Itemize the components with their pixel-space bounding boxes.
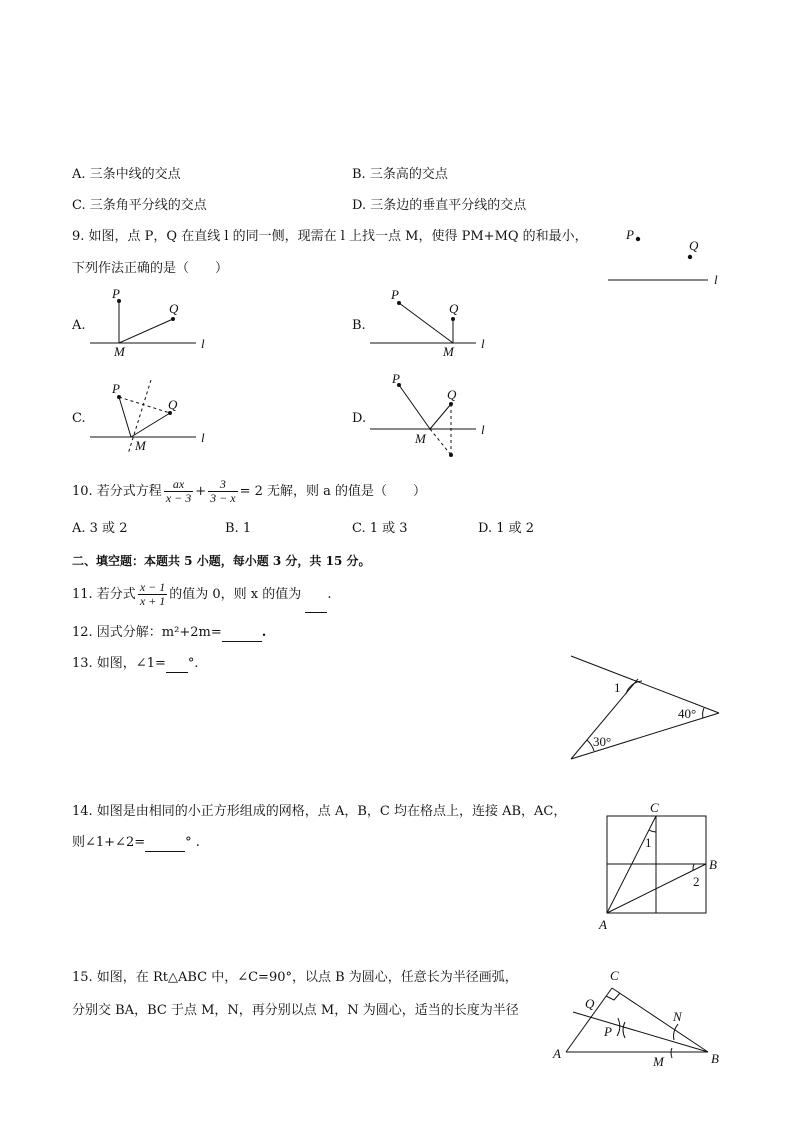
q15-stem-line2: 分别交 BA，BC 于点 M，N，再分别以点 M，N 为圆心，适当的长度为半径: [72, 1003, 519, 1018]
q13-angle-40-label: 40°: [678, 706, 697, 721]
section-2-heading: 二、填空题：本题共 5 小题，每小题 3 分，共 15 分。: [72, 554, 371, 568]
q9b-label-p: P: [391, 287, 399, 302]
q11-suffix: 的值为 0，则 x 的值为: [169, 587, 302, 602]
q10-stem: [72, 475, 426, 509]
q10-option-a: A. 3 或 2: [72, 521, 128, 536]
q9-stem-line2: 下列作法正确的是（ ）: [72, 261, 229, 276]
q14-answer-blank: [145, 835, 185, 852]
q9a-label-p: P: [112, 286, 120, 301]
q8-option-b: B. 三条高的交点: [352, 167, 448, 182]
q8-option-a: A. 三条中线的交点: [72, 167, 181, 182]
q15-label-q: Q: [585, 996, 595, 1011]
q9b-label-l: l: [481, 336, 485, 351]
q13-triangle-figure: [566, 652, 726, 764]
q9-ref-label-q: Q: [689, 238, 699, 253]
q11-stem: [72, 578, 332, 613]
q11-frac-num: x − 1: [139, 580, 166, 594]
q10-option-d: D. 1 或 2: [478, 521, 535, 536]
q12-answer-blank: [222, 625, 262, 642]
q9-option-b-label: B.: [352, 318, 366, 333]
q15-stem-line1: 15. 如图，在 Rt△ABC 中，∠C=90°，以点 B 为圆心，任意长为半径画弧，: [72, 970, 518, 985]
q9-ref-label-l: l: [714, 272, 718, 287]
q9c-label-m: M: [135, 438, 146, 453]
q13-end: °.: [187, 656, 199, 671]
q9b-label-q: Q: [449, 301, 459, 316]
q10-frac1-num: ax: [164, 478, 193, 492]
q9-ref-label-p: P: [626, 227, 634, 242]
q9c-label-l: l: [201, 430, 205, 445]
q9c-label-q: Q: [168, 397, 178, 412]
q14-angle-1-label: 1: [645, 835, 652, 850]
q9-option-a-label: A.: [72, 318, 86, 333]
q15-label-m: M: [653, 1054, 664, 1069]
q13-stem: [72, 656, 199, 673]
q9-figure-a: [88, 286, 218, 361]
q9-option-d-label: D.: [352, 411, 367, 426]
q9b-label-m: M: [443, 344, 454, 359]
q8-option-c: C. 三条角平分线的交点: [72, 198, 207, 213]
q10-plus: +: [195, 484, 207, 499]
q15-label-c: C: [610, 968, 619, 983]
q11-fraction: [138, 581, 167, 608]
q13-answer-blank: [166, 656, 188, 673]
q10-frac2-num: 3: [208, 478, 237, 492]
q10-fraction-2: [208, 478, 237, 505]
q13-text: 13. 如图，∠1=: [72, 656, 166, 671]
q13-angle-30-label: 30°: [593, 734, 612, 749]
q15-label-a: A: [553, 1046, 561, 1061]
q9-figure-c: [88, 376, 218, 456]
q9-stem-line1: 9. 如图，点 P，Q 在直线 l 的同一侧，现需在 l 上找一点 M，使得 PM+MQ 的和最小，: [72, 229, 588, 244]
q11-frac-den: x + 1: [139, 594, 166, 608]
q11-prefix: 11. 若分式: [72, 587, 136, 602]
q10-fraction-1: [164, 478, 193, 505]
q8-option-d: D. 三条边的垂直平分线的交点: [352, 198, 527, 213]
q14-angle-2-label: 2: [693, 874, 700, 889]
q9-option-c-label: C.: [72, 411, 86, 426]
q9a-label-m: M: [114, 344, 125, 359]
q10-option-c: C. 1 或 3: [352, 521, 408, 536]
q9c-label-p: P: [112, 381, 120, 396]
q15-label-p: P: [604, 1024, 612, 1039]
q12-text: 12. 因式分解：m²+2m=: [72, 625, 222, 640]
q9d-label-m: M: [415, 431, 426, 446]
q9a-label-q: Q: [169, 301, 179, 316]
q14-grid-figure: [596, 798, 726, 933]
q9d-label-q: Q: [447, 387, 457, 402]
q15-triangle-figure: [548, 966, 728, 1071]
q14-label-b: B: [709, 857, 717, 872]
q14-stem-line2: [72, 835, 200, 852]
q10-prefix: 10. 若分式方程: [72, 484, 162, 499]
q10-suffix: = 2 无解，则 a 的值是（ ）: [239, 484, 427, 499]
q9d-label-p: P: [392, 371, 400, 386]
q15-label-b: B: [711, 1051, 719, 1066]
q14-end: ° .: [185, 835, 200, 850]
q9a-label-l: l: [201, 336, 205, 351]
q9d-label-l: l: [481, 422, 485, 437]
q10-frac1-den: x − 3: [165, 491, 192, 505]
q9-figure-d: [368, 370, 498, 465]
q14-text: 则∠1+∠2=: [72, 835, 146, 850]
q13-angle-1-label: 1: [614, 680, 621, 695]
q15-label-n: N: [673, 1009, 682, 1024]
q12-stem: [72, 625, 266, 642]
q12-end: .: [261, 625, 267, 640]
q14-label-a: A: [599, 917, 607, 932]
q10-frac2-den: 3 − x: [210, 491, 236, 505]
q9-reference-figure: [600, 222, 730, 292]
q11-end: .: [327, 587, 332, 602]
q14-label-c: C: [650, 800, 659, 815]
q10-option-b: B. 1: [225, 521, 252, 536]
q11-answer-blank: [305, 578, 327, 613]
q14-stem-line1: 14. 如图是由相同的小正方形组成的网格，点 A，B，C 均在格点上，连接 AB，AC，: [72, 804, 567, 819]
q9-figure-b: [368, 286, 498, 361]
